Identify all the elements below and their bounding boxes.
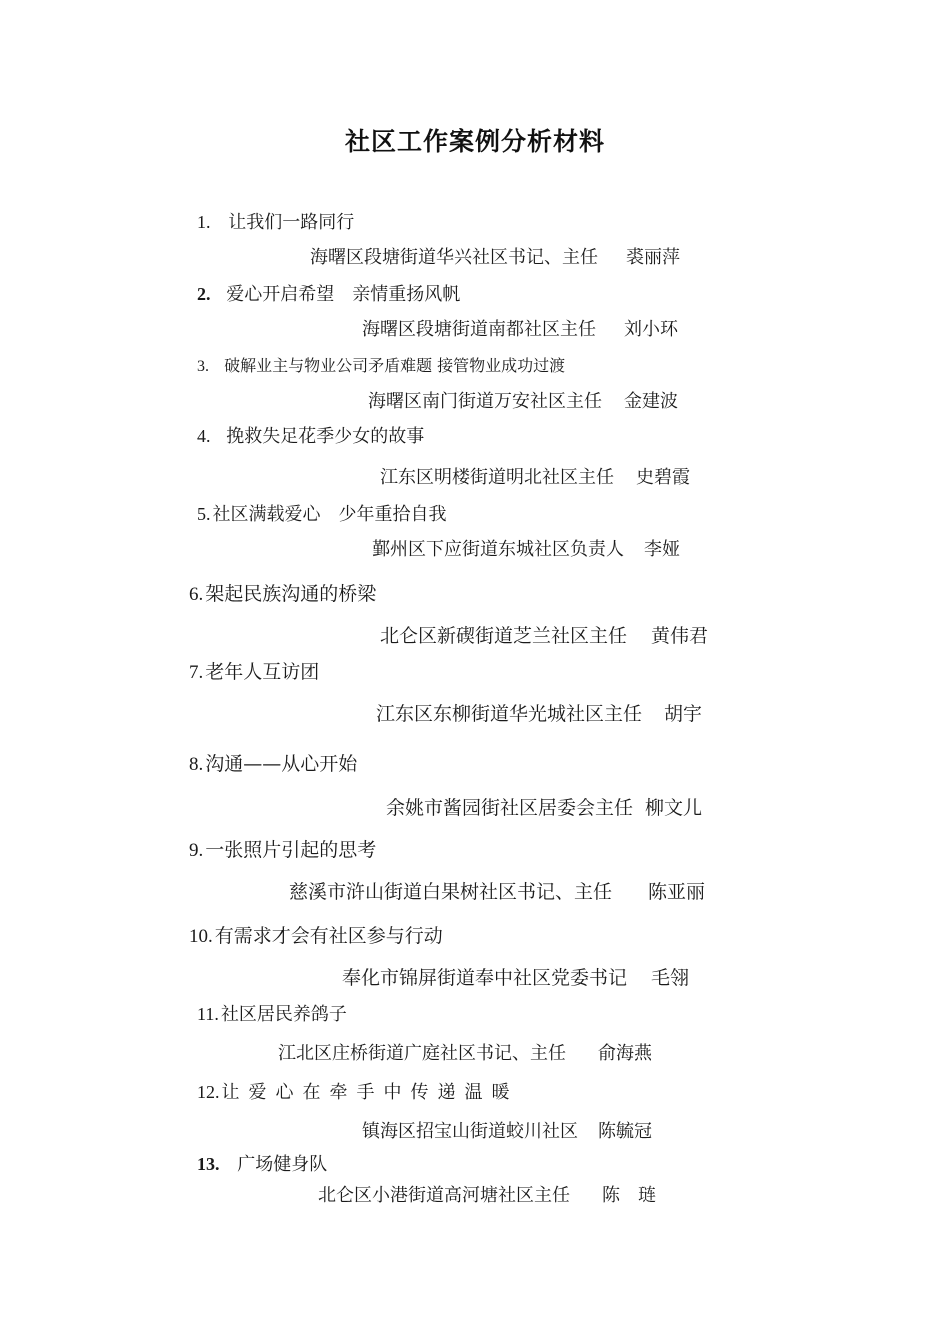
case-number: 4. (197, 426, 211, 446)
case-org: 鄞州区下应街道东城社区负责人 (372, 539, 624, 560)
case-person: 陈毓冠 (598, 1121, 652, 1142)
case-person: 李娅 (644, 539, 680, 560)
case-title-7 (189, 660, 319, 685)
case-number: 3. (197, 358, 209, 375)
case-title-text: 广场健身队 (237, 1154, 328, 1175)
case-number: 7. (189, 662, 204, 683)
case-author-4 (380, 466, 690, 490)
case-title-8 (189, 752, 357, 777)
case-author-7 (376, 702, 702, 726)
case-number: 11. (197, 1004, 219, 1024)
case-person: 毛翎 (651, 967, 690, 989)
case-title-13 (197, 1152, 327, 1177)
case-title-6 (189, 582, 376, 607)
case-org: 北仑区新碶街道芝兰社区主任 (380, 625, 628, 647)
case-person: 胡宇 (664, 703, 703, 725)
case-number: 12. (197, 1082, 220, 1102)
case-org: 海曙区南门街道万安社区主任 (368, 391, 602, 412)
case-person: 柳文儿 (645, 797, 703, 819)
case-person: 陈 琏 (602, 1185, 656, 1206)
case-number: 8. (189, 754, 204, 775)
case-org: 江东区明楼街道明北社区主任 (380, 467, 614, 488)
case-title-text: 让我们一路同行 (228, 212, 355, 233)
case-person: 刘小环 (624, 319, 678, 340)
case-author-1 (310, 246, 680, 270)
case-title-text: 挽救失足花季少女的故事 (226, 426, 425, 447)
case-org: 江北区庄桥街道广庭社区书记、主任 (278, 1043, 566, 1064)
case-org: 北仑区小港街道高河塘社区主任 (318, 1185, 570, 1206)
case-title-text: 一张照片引起的思考 (205, 839, 377, 861)
case-person: 金建波 (624, 391, 678, 412)
case-title-3 (197, 354, 565, 379)
case-person: 俞海燕 (598, 1043, 652, 1064)
case-org: 江东区东柳街道华光城社区主任 (376, 703, 643, 725)
case-author-10 (342, 966, 689, 990)
case-number: 13. (197, 1154, 220, 1174)
case-title-10 (189, 924, 443, 949)
case-author-11 (278, 1042, 652, 1066)
case-title-text: 破解业主与物业公司矛盾难题 接管物业成功过渡 (224, 356, 566, 375)
case-title-text: 有需求才会有社区参与行动 (214, 925, 443, 947)
case-author-5 (372, 538, 680, 562)
case-org: 镇海区招宝山街道蛟川社区 (362, 1121, 578, 1142)
case-author-13 (318, 1184, 656, 1208)
case-title-4 (197, 424, 424, 449)
case-author-6 (380, 624, 708, 648)
case-number: 5. (197, 504, 211, 524)
case-author-12 (362, 1120, 652, 1144)
case-person: 陈亚丽 (648, 881, 706, 903)
case-title-text: 让爱心在牵手中传递温暖 (221, 1082, 519, 1103)
case-number: 9. (189, 840, 204, 861)
case-person: 黄伟君 (651, 625, 709, 647)
case-title-text: 社区居民养鸽子 (220, 1004, 347, 1025)
case-title-12 (197, 1080, 519, 1105)
case-author-3 (368, 390, 678, 414)
case-number: 1. (197, 212, 211, 232)
case-title-text: 社区满载爱心 少年重拾自我 (212, 504, 447, 525)
case-title-5 (197, 502, 447, 527)
case-number: 2. (197, 284, 211, 304)
case-title-1 (197, 210, 354, 235)
case-author-2 (362, 318, 678, 342)
case-title-2 (197, 282, 460, 307)
case-org: 慈溪市浒山街道白果树社区书记、主任 (289, 881, 613, 903)
case-person: 史碧霞 (636, 467, 690, 488)
case-org: 余姚市酱园街社区居委会主任 (386, 797, 634, 819)
page-title: 社区工作案例分析材料 (344, 127, 605, 156)
case-title-text: 爱心开启希望 亲情重扬风帆 (226, 284, 461, 305)
case-author-9 (289, 880, 705, 904)
case-org: 奉化市锦屏街道奉中社区党委书记 (342, 967, 628, 989)
case-title-11 (197, 1002, 347, 1027)
case-title-text: 老年人互访团 (205, 661, 320, 683)
case-number: 6. (189, 584, 204, 605)
case-title-text: 沟通——从心开始 (205, 753, 358, 775)
case-author-8 (386, 796, 702, 820)
case-org: 海曙区段塘街道南都社区主任 (362, 319, 596, 340)
case-number: 10. (189, 926, 213, 947)
case-title-text: 架起民族沟通的桥梁 (205, 583, 377, 605)
case-org: 海曙区段塘街道华兴社区书记、主任 (310, 247, 598, 268)
case-title-9 (189, 838, 376, 863)
case-person: 裘丽萍 (626, 247, 680, 268)
